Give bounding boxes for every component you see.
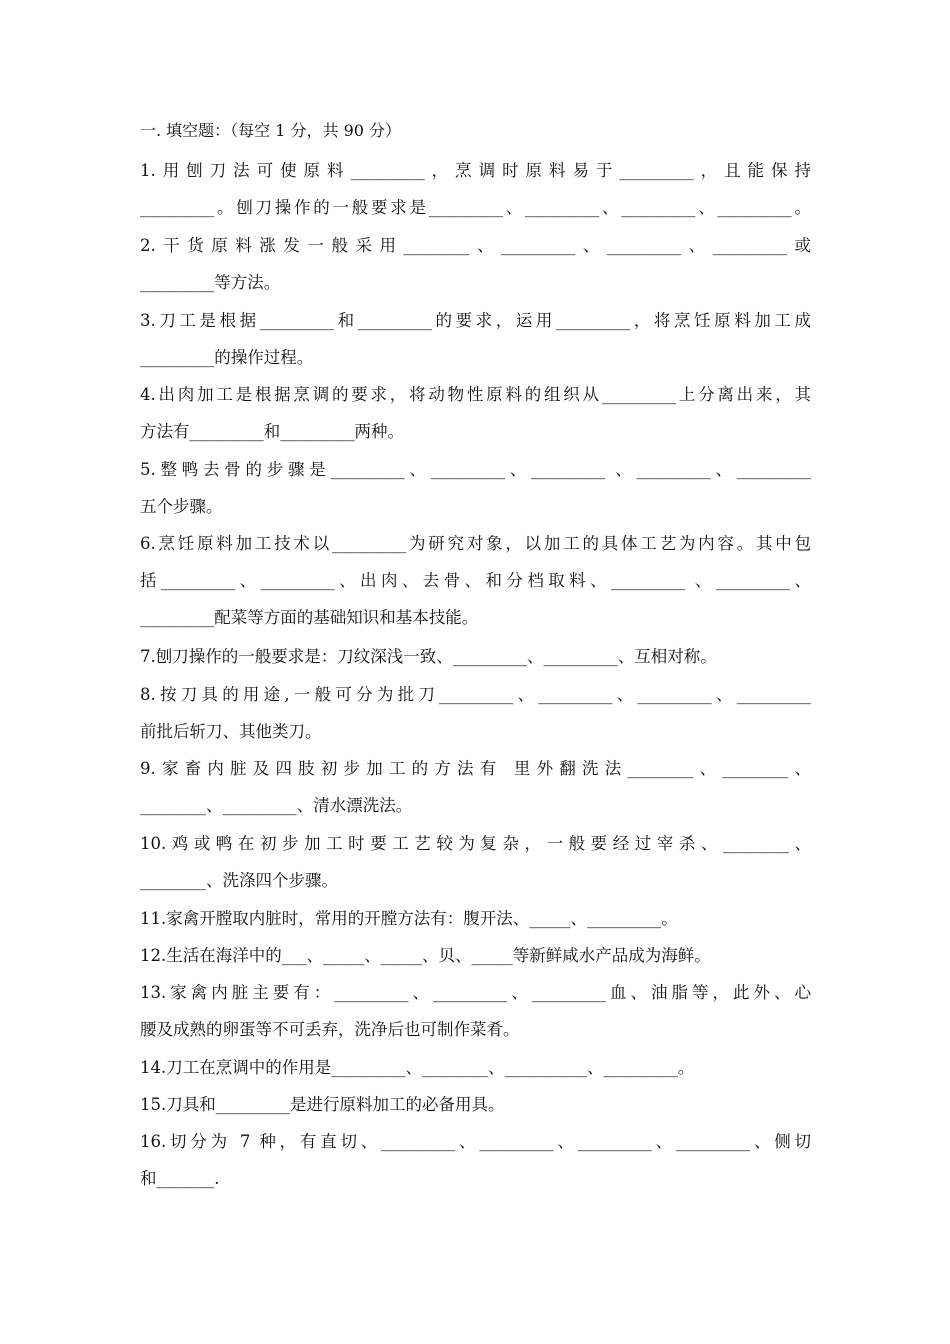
question-line: 9.家畜内脏及四肢初步加工的方法有 里外翻洗法________、________、 [140,759,811,778]
question-line: 括_________、_________、出肉、去骨、和分档取料、_________ 、_________、 [140,571,811,590]
question-line: 11.家禽开膛取内脏时，常用的开膛方法有：腹开法、_____、_________。 [140,909,678,928]
question-line: 和_______. [140,1169,220,1188]
question-line: 方法有_________和_________两种。 [140,422,404,441]
question-line: ________、_________、清水漂洗法。 [140,796,413,815]
question-line: 10.鸡或鸭在初步加工时要工艺较为复杂，一般要经过宰杀、________、 [140,834,811,853]
question-line: 6.烹饪原料加工技术以_________为研究对象，以加工的具体工艺为内容。其中包 [140,534,811,553]
question-5 [140,451,811,525]
question-1 [140,152,811,226]
question-7 [140,638,811,675]
question-line: 15.刀具和_________是进行原料加工的必备用具。 [140,1095,505,1114]
question-line: _________配菜等方面的基础知识和基本技能。 [140,608,479,627]
question-11 [140,900,811,937]
question-16 [140,1123,811,1197]
question-12 [140,937,811,974]
question-line: 五个步骤。 [140,497,223,516]
question-13 [140,974,811,1048]
question-10 [140,825,811,899]
question-line: 12.生活在海洋中的___、_____、_____、贝、_____等新鲜咸水产品成为海鲜。 [140,946,711,965]
question-line: 14.刀工在烹调中的作用是_________、________、__________、_________。 [140,1058,695,1077]
question-15 [140,1086,811,1123]
question-line: _________。刨刀操作的一般要求是_________、_________、_________、_________。 [140,198,811,217]
question-4 [140,376,811,450]
question-2 [140,227,811,301]
question-line: 5.整鸭去骨的步骤是_________、_________、_________ 、_________、_________ [140,460,811,479]
question-line: _________的操作过程。 [140,348,314,367]
question-line: 7.刨刀操作的一般要求是：刀纹深浅一致、_________、_________、互相对称。 [140,647,717,666]
question-9 [140,750,811,824]
question-line: 8.按刀具的用途,一般可分为批刀_________、_________、_________、_________ [140,685,811,704]
question-8 [140,676,811,750]
question-14 [140,1049,811,1086]
question-line: 2.干货原料涨发一般采用________、_________、_________、_________或 [140,236,811,255]
question-line: _________等方法。 [140,273,281,292]
section-title: 一. 填空题：（每空 1 分，共 90 分） [140,121,402,140]
question-3 [140,302,811,376]
question-line: ________、洗涤四个步骤。 [140,871,338,890]
question-6 [140,525,811,636]
question-line: 1.用刨刀法可使原料_________，烹调时原料易于_________，且能保持 [140,161,811,180]
question-line: 3.刀工是根据_________和_________的要求，运用_________，将烹饪原料加工成 [140,311,811,330]
question-line: 腰及成熟的卵蛋等不可丢弃，洗净后也可制作菜肴。 [140,1020,520,1039]
question-line: 16.切分为 7 种，有直切、_________、_________、_________、_________、侧切 [140,1132,811,1151]
question-line: 4.出肉加工是根据烹调的要求，将动物性原料的组织从_________上分离出来，其 [140,385,811,404]
question-line: 13.家禽内脏主要有：_________、_________、_________血、油脂等，此外、心 [140,983,811,1002]
question-line: 前批后斩刀、其他类刀。 [140,722,322,741]
